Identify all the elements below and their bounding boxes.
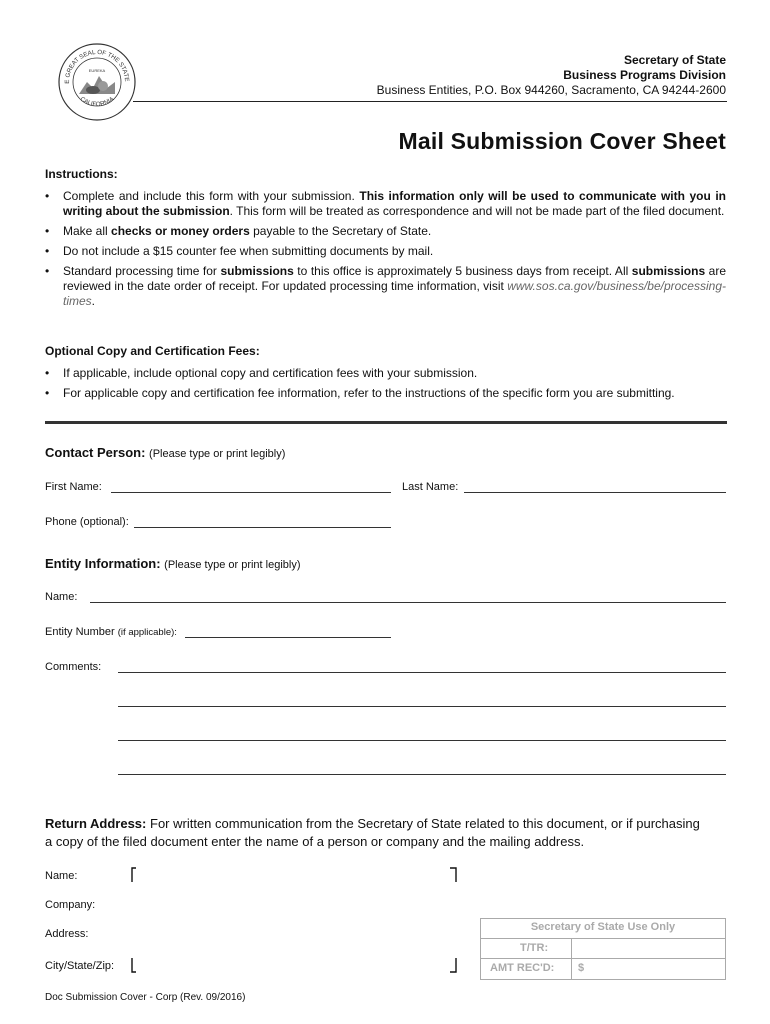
instruction-item: • Do not include a $15 counter fee when submitting documents by mail. bbox=[45, 244, 726, 259]
instruction-item: • Complete and include this form with your submission. This information only will be used to communicate with you in writing about the submission. This form will be treated as correspondence and will not be made part of the filed document. bbox=[45, 189, 726, 219]
seal-text-bottom: CALIFORNIA bbox=[78, 95, 116, 109]
comments-field-line[interactable] bbox=[118, 740, 726, 741]
entity-name-label: Name: bbox=[45, 591, 78, 603]
seal-text-top: E GREAT SEAL OF THE STATE bbox=[63, 48, 131, 84]
page-title: Mail Submission Cover Sheet bbox=[398, 128, 726, 154]
entity-number-label: Entity Number (if applicable): bbox=[45, 626, 177, 638]
return-address-area[interactable] bbox=[130, 866, 460, 976]
svg-text:THE GREAT SEAL OF THE STATE OF bbox=[57, 42, 130, 84]
fee-item: • For applicable copy and certification fee information, refer to the instructions of the specific form you are submitting. bbox=[45, 386, 726, 401]
amt-dollar: $ bbox=[578, 962, 585, 974]
phone-label: Phone (optional): bbox=[45, 516, 129, 528]
contact-heading: Contact Person: (Please type or print legibly) bbox=[45, 445, 286, 460]
form-footer: Doc Submission Cover - Corp (Rev. 09/2016) bbox=[45, 992, 246, 1003]
agency-name: Secretary of State bbox=[623, 53, 726, 67]
instruction-item: • Make all checks or money orders payable to the Secretary of State. bbox=[45, 224, 726, 239]
svg-text:CALIFORNIA bbox=[79, 95, 116, 108]
entity-name-field[interactable] bbox=[90, 602, 726, 603]
return-company-label: Company: bbox=[45, 899, 96, 911]
office-use-title: Secretary of State Use Only bbox=[530, 921, 676, 933]
first-name-field[interactable] bbox=[111, 492, 391, 493]
comments-field-line[interactable] bbox=[118, 672, 726, 673]
division-name: Business Programs Division bbox=[563, 68, 726, 82]
last-name-field[interactable] bbox=[464, 492, 726, 493]
fees-heading: Optional Copy and Certification Fees: bbox=[45, 344, 260, 358]
first-name-label: First Name: bbox=[45, 481, 102, 493]
entity-heading: Entity Information: (Please type or print legibly) bbox=[45, 556, 301, 571]
return-name-label: Name: bbox=[45, 870, 78, 882]
comments-label: Comments: bbox=[45, 661, 102, 673]
section-divider bbox=[45, 421, 727, 424]
processing-times-link[interactable]: www.sos.ca.gov/business/be/processing-times bbox=[63, 279, 726, 308]
entity-number-field[interactable] bbox=[185, 637, 391, 638]
fees-list bbox=[45, 366, 726, 406]
return-address-intro: Return Address: For written communication from the Secretary of State related to this document, or if purchasing a copy of the filed document enter the name of a person or company and the mailing address. bbox=[45, 816, 700, 849]
return-city-label: City/State/Zip: bbox=[45, 960, 115, 972]
amt-row bbox=[481, 958, 725, 978]
header-divider bbox=[133, 101, 727, 102]
instruction-item: • Standard processing time for submissions to this office is approximately 5 business days from receipt. All submissions are reviewed in the date order of receipt. For updated processing time information, visit www.sos.ca.gov/business/be/processing-times. bbox=[45, 264, 726, 309]
state-seal bbox=[57, 42, 137, 122]
ttr-label: T/TR: bbox=[520, 942, 549, 954]
comments-field-line[interactable] bbox=[118, 706, 726, 707]
comments-field-line[interactable] bbox=[118, 774, 726, 775]
seal-motto: EUREKA bbox=[88, 68, 106, 73]
return-address-label: Address: bbox=[45, 928, 89, 940]
instructions-heading: Instructions: bbox=[45, 167, 118, 181]
amt-label: AMT REC'D: bbox=[490, 962, 555, 974]
last-name-label: Last Name: bbox=[402, 481, 459, 493]
agency-address: Business Entities, P.O. Box 944260, Sacramento, CA 94244-2600 bbox=[376, 83, 726, 97]
phone-field[interactable] bbox=[134, 527, 391, 528]
address-brackets bbox=[130, 866, 460, 976]
fee-item: • If applicable, include optional copy and certification fees with your submission. bbox=[45, 366, 726, 381]
office-use-box bbox=[480, 918, 726, 980]
ttr-row bbox=[481, 938, 725, 958]
instructions-list bbox=[45, 189, 726, 314]
return-address-heading: Return Address: bbox=[45, 816, 147, 831]
